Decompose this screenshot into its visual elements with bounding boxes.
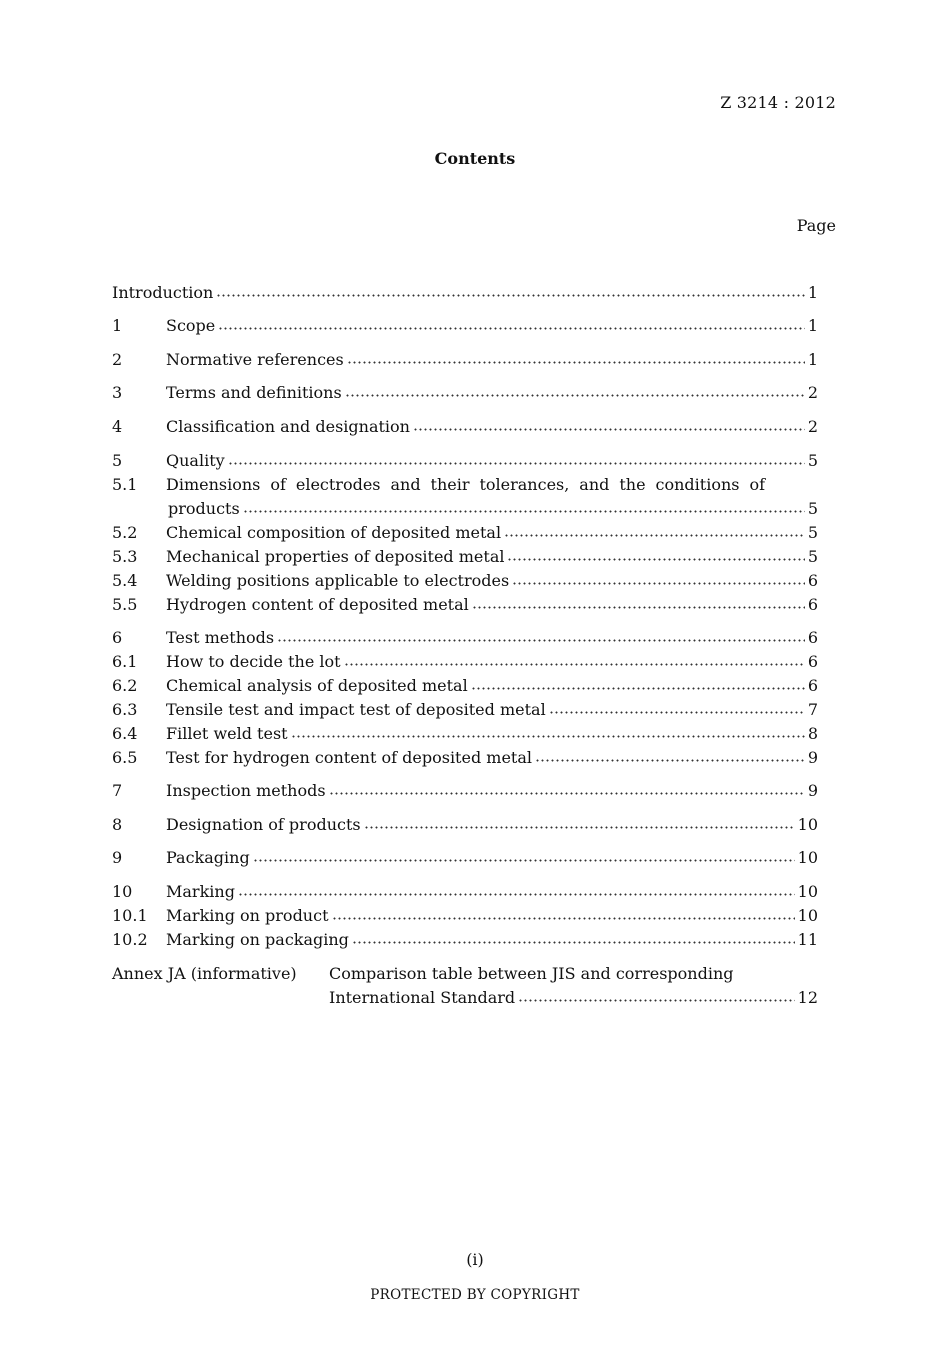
toc-title: Tensile test and impact test of deposited metal [166, 700, 546, 719]
toc-page-number: 2 [807, 417, 818, 436]
annex-label: Annex JA (informative) [112, 964, 297, 983]
toc-title: Scope [166, 316, 216, 335]
dot-leader [549, 711, 805, 714]
toc-page-number: 10 [797, 906, 818, 925]
dot-leader [347, 361, 805, 364]
toc-entry-annex-ja[interactable] [112, 966, 818, 1010]
toc-page-number: 6 [807, 628, 818, 647]
toc-title: Marking [166, 882, 235, 901]
toc-page-number: 5 [807, 523, 818, 542]
dot-leader [345, 394, 805, 397]
toc-page-number: 10 [797, 882, 818, 901]
toc-title: Quality [166, 451, 225, 470]
toc-page-number: 5 [807, 499, 818, 518]
dot-leader [329, 792, 805, 795]
toc-number: 5 [112, 451, 123, 470]
toc-entry-5-5[interactable] [112, 597, 818, 617]
toc-page-number: 9 [807, 748, 818, 767]
dot-leader [471, 687, 805, 690]
dot-leader [512, 582, 805, 585]
toc-number: 2 [112, 350, 123, 369]
toc-title: Inspection methods [166, 781, 326, 800]
toc-entry-10-1[interactable] [112, 908, 818, 928]
toc-number: 6.2 [112, 676, 138, 695]
toc-entry-3[interactable] [112, 385, 818, 405]
footer-copyright: PROTECTED BY COPYRIGHT [370, 1287, 580, 1303]
toc-title: How to decide the lot [166, 652, 341, 671]
toc-entry-2[interactable] [112, 352, 818, 372]
toc-title: Test methods [166, 628, 275, 647]
toc-title: Fillet weld test [166, 724, 288, 743]
toc-page-number: 5 [807, 451, 818, 470]
toc-entry-10-2[interactable] [112, 932, 818, 952]
dot-leader [253, 859, 795, 862]
toc-number: 8 [112, 815, 123, 834]
dot-leader [518, 999, 794, 1002]
toc-page-number: 5 [807, 547, 818, 566]
toc-entry-6[interactable] [112, 630, 818, 650]
toc-number: 10.1 [112, 906, 148, 925]
toc-page-number: 10 [797, 815, 818, 834]
toc-number: 5.5 [112, 595, 138, 614]
toc-number: 7 [112, 781, 123, 800]
dot-leader [413, 428, 805, 431]
toc-entry-5[interactable] [112, 453, 818, 473]
dot-leader [332, 917, 795, 920]
footer-page-number: (i) [466, 1250, 484, 1269]
toc-number: 3 [112, 383, 123, 402]
toc-number: 5.2 [112, 523, 138, 542]
toc-number: 5.3 [112, 547, 138, 566]
dot-leader [472, 606, 805, 609]
toc-title: Chemical composition of deposited metal [166, 523, 502, 542]
dot-leader [291, 735, 805, 738]
dot-leader [228, 462, 805, 465]
toc-title: Packaging [166, 848, 250, 867]
toc-title: Marking on product [166, 906, 329, 925]
toc-entry-6-5[interactable] [112, 750, 818, 770]
toc-number: 9 [112, 848, 123, 867]
toc-entry-5-4[interactable] [112, 573, 818, 593]
toc-title: Terms and definitions [166, 383, 342, 402]
toc-number: 6.5 [112, 748, 138, 767]
toc-page-number: 6 [807, 676, 818, 695]
toc-title: Normative references [166, 350, 344, 369]
toc-page-number: 1 [807, 316, 818, 335]
toc-title: Marking on packaging [166, 930, 349, 949]
toc-number: 6 [112, 628, 123, 647]
toc-number: 6.4 [112, 724, 138, 743]
toc-title: Welding positions applicable to electrodes [166, 571, 510, 590]
dot-leader [277, 639, 805, 642]
toc-entry-1[interactable] [112, 318, 818, 338]
toc-title: Hydrogen content of deposited metal [166, 595, 469, 614]
toc-title: Introduction [112, 283, 214, 302]
toc-entry-5-2[interactable] [112, 525, 818, 545]
toc-entry-4[interactable] [112, 419, 818, 439]
document-code: Z 3214 : 2012 [720, 93, 836, 112]
dot-leader [352, 941, 795, 944]
toc-number: 6.1 [112, 652, 138, 671]
toc-number: 5.1 [112, 475, 138, 494]
toc-page-number: 2 [807, 383, 818, 402]
toc-title: Chemical analysis of deposited metal [166, 676, 468, 695]
toc-entry-8[interactable] [112, 817, 818, 837]
toc-number: 5.4 [112, 571, 138, 590]
toc-title-line-1: Dimensions of electrodes and their tolerances, and the conditions of [166, 475, 765, 494]
toc-page-number: 8 [807, 724, 818, 743]
dot-leader [504, 534, 805, 537]
dot-leader [344, 663, 805, 666]
toc-entry-6-3[interactable] [112, 702, 818, 722]
page-column-label: Page [796, 216, 836, 235]
toc-title: Mechanical properties of deposited metal [166, 547, 505, 566]
toc-entry-9[interactable] [112, 850, 818, 870]
dot-leader [507, 558, 804, 561]
toc-entry-6-1[interactable] [112, 654, 818, 674]
toc-entry-5-1[interactable] [112, 477, 818, 521]
toc-page-number: 10 [797, 848, 818, 867]
toc-number: 4 [112, 417, 123, 436]
toc-entry-introduction[interactable] [112, 285, 818, 305]
toc-entry-10[interactable] [112, 884, 818, 904]
toc-title: Designation of products [166, 815, 361, 834]
toc-entry-6-2[interactable] [112, 678, 818, 698]
toc-page-number: 9 [807, 781, 818, 800]
dot-leader [535, 759, 805, 762]
dot-leader [243, 510, 805, 513]
toc-page-number: 6 [807, 595, 818, 614]
dot-leader [364, 826, 795, 829]
toc-page-number: 1 [807, 350, 818, 369]
dot-leader [238, 893, 795, 896]
toc-page-number: 1 [807, 283, 818, 302]
toc-title-line-2: products [168, 499, 240, 518]
toc-page-number: 6 [807, 571, 818, 590]
toc-page-number: 6 [807, 652, 818, 671]
toc-title-line-2: International Standard [329, 988, 516, 1007]
toc-entry-5-3[interactable] [112, 549, 818, 569]
contents-title: Contents [434, 149, 516, 168]
dot-leader [216, 294, 804, 297]
toc-entry-7[interactable] [112, 783, 818, 803]
toc-entry-6-4[interactable] [112, 726, 818, 746]
dot-leader [218, 327, 805, 330]
toc-page-number: 7 [807, 700, 818, 719]
toc-title: Classification and designation [166, 417, 410, 436]
toc-number: 10.2 [112, 930, 148, 949]
toc-number: 6.3 [112, 700, 138, 719]
toc-page-number: 11 [797, 930, 818, 949]
toc-page-number: 12 [797, 988, 818, 1007]
toc-title: Test for hydrogen content of deposited metal [166, 748, 533, 767]
toc-number: 1 [112, 316, 123, 335]
toc-title-line-1: Comparison table between JIS and corresponding [329, 964, 734, 983]
toc-number: 10 [112, 882, 133, 901]
